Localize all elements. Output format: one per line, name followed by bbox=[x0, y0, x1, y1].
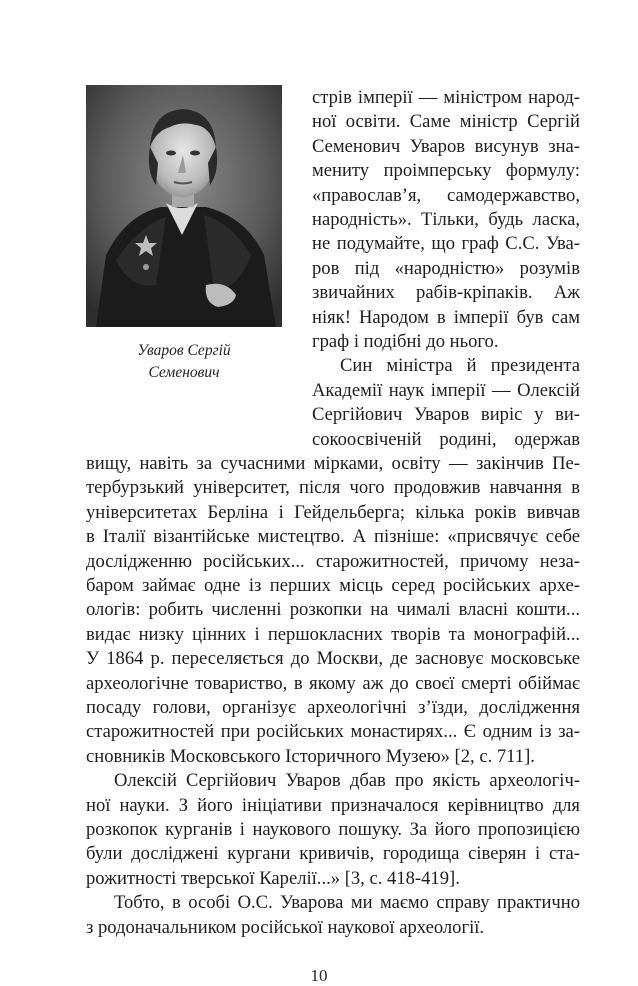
text-line: ологів: робить численні розкопки на чималі власні кошти... bbox=[86, 599, 580, 621]
text-line: Семенович Уваров висунув зна- bbox=[312, 135, 580, 157]
text-line: не подумайте, що граф С.С. Ува- bbox=[312, 233, 580, 255]
text-line: в Італії візантійське мистецтво. А пізніше: «присвячує себе bbox=[86, 526, 580, 548]
portrait-caption bbox=[86, 340, 282, 384]
portrait-image bbox=[86, 85, 282, 327]
text-line: народність». Тільки, будь ласка, bbox=[312, 209, 580, 230]
text-line: з родоначальником російської наукової археології. bbox=[86, 916, 485, 938]
text-line: Олексій Сергійович Уваров дбав про якість археологіч- bbox=[114, 770, 580, 792]
text-line: ніяк! Народом в імперії був сам bbox=[312, 306, 580, 328]
text-line: старожитностей при російських монастирях... Є одним із за- bbox=[86, 721, 580, 743]
text-line: сокоосвіченій родині, одержав bbox=[312, 428, 580, 450]
text-line: посаду голови, організує археологічні з’їзди, дослідження bbox=[86, 697, 580, 718]
text-line: тербурзький університет, після чого продовжив навчання в bbox=[86, 477, 580, 499]
text-line: ної науки. З його ініціативи призначалося керівництво для bbox=[86, 794, 580, 816]
caption-line: Семенович bbox=[148, 364, 220, 381]
text-line: звичайних рабів-кріпаків. Аж bbox=[312, 282, 580, 304]
text-line: ров під «народністю» розумів bbox=[312, 257, 580, 279]
text-line: сновників Московського Історичного Музею» [2, с. 711]. bbox=[86, 745, 535, 767]
caption-line: Уваров Сергій bbox=[137, 342, 231, 359]
text-line: граф і подібні до нього. bbox=[312, 331, 499, 352]
page-number: 10 bbox=[310, 966, 328, 985]
text-line: університетах Берліна і Гейдельберга; кілька років вивчав bbox=[86, 501, 580, 523]
text-line: рожитності тверської Карелії...» [3, с. 418-419]. bbox=[86, 867, 460, 889]
text-line: Тобто, в особі О.С. Уварова ми маємо справу практично bbox=[114, 892, 580, 914]
text-line: розкопок курганів і наукового пошуку. За його пропозицією bbox=[86, 819, 580, 840]
text-line: У 1864 р. переселяється до Москви, де засновує московське bbox=[86, 648, 580, 670]
text-line: стрів імперії — міністром народ- bbox=[312, 87, 580, 108]
text-line: дослідженню російських... старожитностей, причому неза- bbox=[86, 550, 580, 572]
text-line: ної освіти. Саме міністр Сергій bbox=[312, 111, 580, 133]
text-line: вищу, навіть за сучасними мірками, освіту — закінчив Пе- bbox=[86, 453, 580, 474]
text-line: баром займає одне із перших місць серед російських архе- bbox=[86, 575, 580, 596]
text-line: видає низку цінних і першокласних творів та монографій... bbox=[86, 623, 580, 645]
text-line: мениту проімперську формулу: bbox=[312, 160, 580, 182]
text-line: «православ’я, самодержавство, bbox=[312, 184, 580, 206]
text-line: були досліджені кургани кривичів, городища сіверян і ста- bbox=[86, 843, 580, 865]
text-line: Академії наук імперії — Олексій bbox=[312, 379, 580, 401]
text-line: Син міністра й президента bbox=[340, 355, 580, 377]
text-line: Сергійович Уваров виріс у ви- bbox=[312, 404, 580, 426]
text-line: археологічне товариство, в якому аж до своєї смерті обіймає bbox=[86, 672, 580, 694]
